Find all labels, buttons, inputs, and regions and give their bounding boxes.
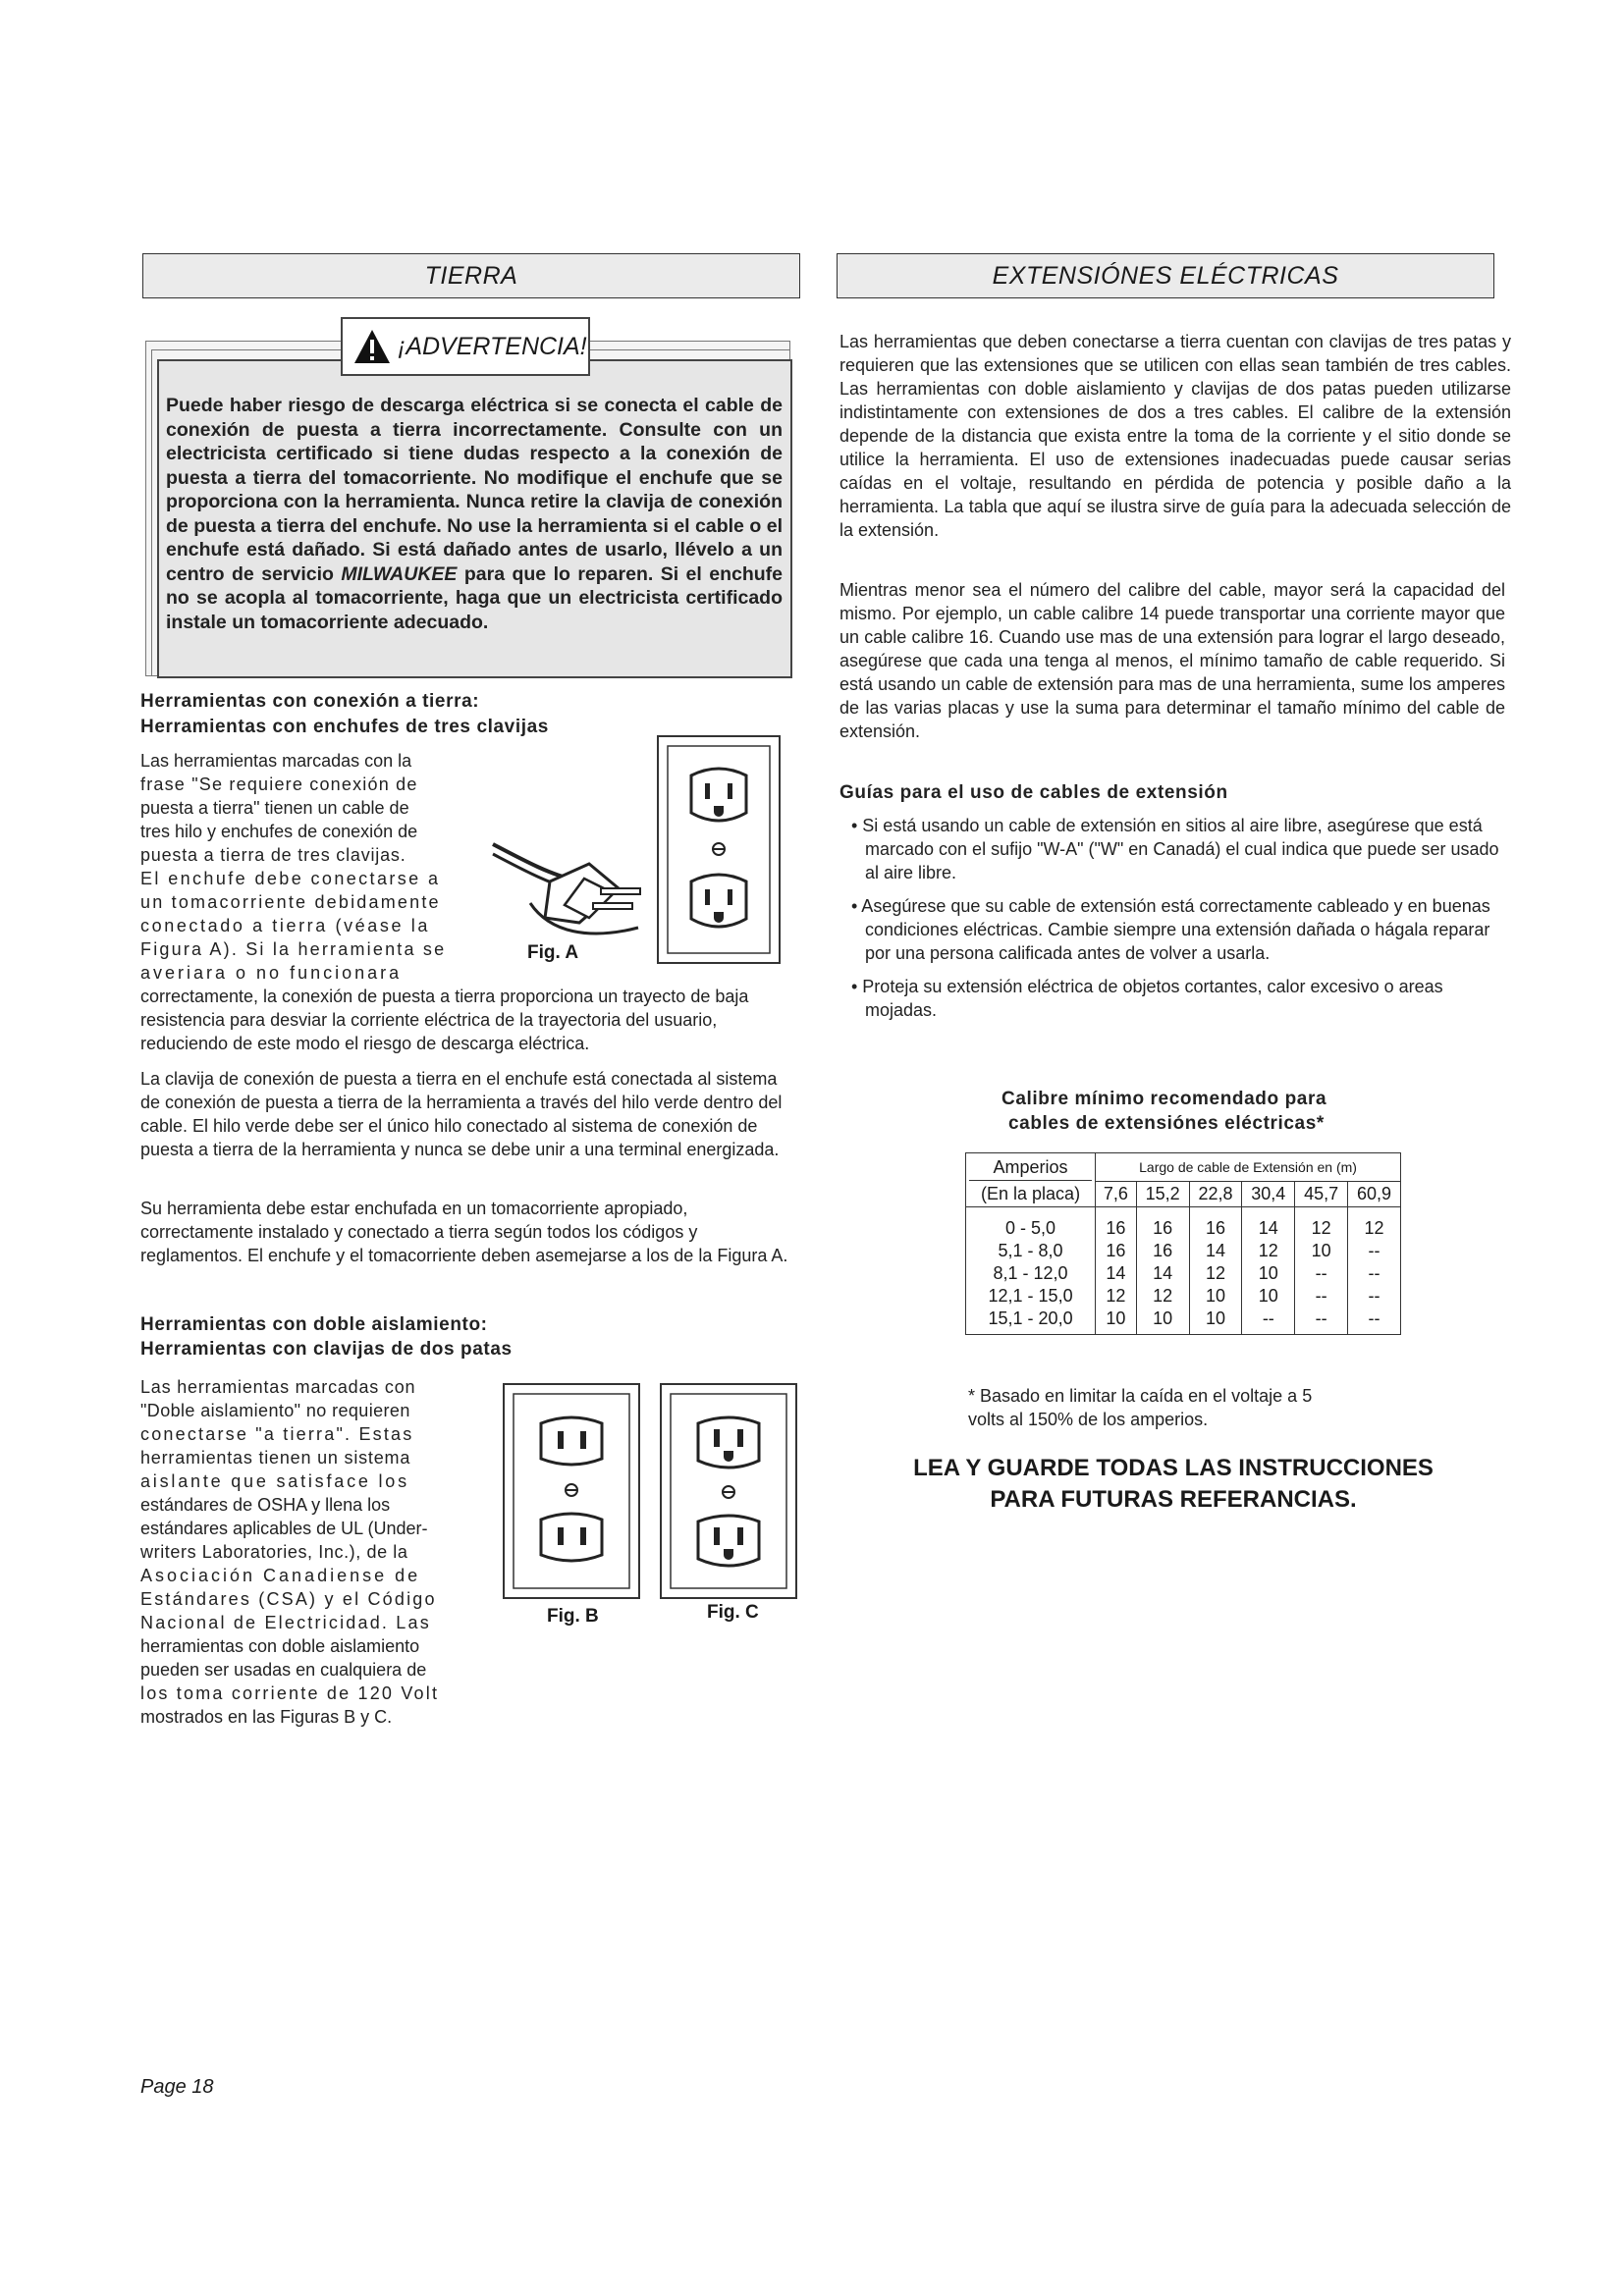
plug-illustration [491, 834, 653, 942]
text-line: Las herramientas marcadas con la [140, 751, 412, 771]
grounded-subhead-2: Herramientas con enchufes de tres clavijas [140, 717, 549, 737]
length-cell: 22,8 [1189, 1182, 1242, 1207]
fig-c-label: Fig. C [707, 1602, 759, 1623]
gauge-cell: 10 [1106, 1308, 1126, 1328]
gauge-cell: 14 [1258, 1218, 1278, 1238]
text-line: Asociación Canadiense de [140, 1566, 421, 1585]
text-line: Estándares (CSA) y el Código [140, 1589, 437, 1609]
text-line: estándares de OSHA y llena los [140, 1495, 391, 1515]
gauge-cell: 12 [1311, 1218, 1331, 1238]
text-line: mostrados en las Figuras B y C. [140, 1707, 393, 1727]
fig-a-label: Fig. A [527, 942, 579, 963]
gauge-cell: 12 [1153, 1286, 1173, 1306]
double-subhead-2: Herramientas con clavijas de dos patas [140, 1339, 513, 1360]
gauge-cell: -- [1315, 1308, 1327, 1328]
guide-heading: Guías para el uso de cables de extensión [839, 782, 1228, 803]
guide-list [839, 814, 1507, 1022]
amp-range: 8,1 - 12,0 [993, 1263, 1068, 1283]
gauge-cell: 10 [1311, 1241, 1331, 1260]
amp-range: 0 - 5,0 [1005, 1218, 1056, 1238]
footnote-line: * Basado en limitar la caída en el voltaje a 5 [968, 1386, 1313, 1406]
gauge-column [1096, 1207, 1137, 1335]
text-line: un tomacorriente debidamente [140, 892, 441, 912]
table-title-2: cables de extensiónes eléctricas* [1008, 1113, 1325, 1134]
gauge-cell: 12 [1364, 1218, 1384, 1238]
text-line: estándares aplicables de UL (Under- [140, 1519, 428, 1538]
fig-c-outlet-three-prong [659, 1382, 798, 1600]
length-cell: 60,9 [1348, 1182, 1401, 1207]
gauge-cell: -- [1368, 1286, 1380, 1306]
length-cell: 45,7 [1295, 1182, 1348, 1207]
amps-label: Amperios [969, 1154, 1092, 1181]
text-line: herramientas con doble aislamiento [140, 1636, 420, 1656]
list-item: • Asegúrese que su cable de extensión está correctamente cableado y en buenas condiciones eléctricas. Cambie siempre una extensión dañada o hágala reparar por una persona calificada antes de volver a usarla. [851, 896, 1490, 963]
gauge-cell: 10 [1205, 1308, 1225, 1328]
text-line: "Doble aislamiento" no requieren [140, 1401, 410, 1420]
list-item: • Si está usando un cable de extensión en sitios al aire libre, asegúrese que está marcado con el sufijo "W-A" ("W" en Canadá) el cual indica que puede ser usado al aire libre. [851, 816, 1499, 882]
amp-range: 5,1 - 8,0 [998, 1241, 1063, 1260]
list-item: • Proteja su extensión eléctrica de objetos cortantes, calor excesivo o areas mojadas. [851, 977, 1443, 1020]
length-cell: 7,6 [1096, 1182, 1137, 1207]
grounded-para-1-lines [140, 749, 469, 985]
text-line: conectarse "a tierra". Estas [140, 1424, 414, 1444]
amps-sublabel: (En la placa) [981, 1184, 1081, 1203]
table-title-1: Calibre mínimo recomendado para [1001, 1089, 1327, 1109]
warning-box [157, 359, 792, 678]
double-subhead-1: Herramientas con doble aislamiento: [140, 1314, 488, 1335]
amp-range: 12,1 - 15,0 [988, 1286, 1073, 1306]
ext-para-1: Las herramientas que deben conectarse a tierra cuentan con clavijas de tres patas y requieren que las extensiones que se utilicen con ellas sean también de tres cables. Las herramientas con doble aislamiento y clavijas de dos patas pueden utilizarse indistintamente con extensiones de dos a tres cables. El calibre de la extensión depende de la distancia que exista entre la toma de la corriente y el sitio donde se utilice la herramienta. El uso de extensiones inadecuadas puede causar serias caídas en el voltaje, resultando en pérdida de potencia y posible daño a la herramienta. La tabla que aquí se ilustra sirve de guía para la adecuada selección de la extensión. [839, 332, 1511, 540]
length-header: Largo de cable de Extensión en (m) [1096, 1153, 1401, 1182]
gauge-cell: 10 [1258, 1263, 1278, 1283]
gauge-cell: 10 [1258, 1286, 1278, 1306]
grounded-subhead-1: Herramientas con conexión a tierra: [140, 691, 480, 712]
gauge-cell: 14 [1153, 1263, 1173, 1283]
text-line: puesta a tierra" tienen un cable de [140, 798, 409, 818]
gauge-cell: 12 [1205, 1263, 1225, 1283]
gauge-cell: -- [1315, 1263, 1327, 1283]
fig-b-label: Fig. B [547, 1606, 599, 1627]
text-line: Nacional de Electricidad. Las [140, 1613, 431, 1632]
fig-a-outlet-three-prong [656, 734, 782, 965]
gauge-cell: 16 [1205, 1218, 1225, 1238]
amp-range: 15,1 - 20,0 [988, 1308, 1073, 1328]
page-number: Page 18 [140, 2076, 214, 2098]
text-line: Las herramientas marcadas con [140, 1377, 416, 1397]
fig-b-outlet-two-prong [502, 1382, 641, 1600]
amps-header [966, 1153, 1096, 1207]
amp-ranges [966, 1207, 1096, 1335]
final-notice [844, 1453, 1502, 1516]
text-line: herramientas tienen un sistema [140, 1448, 411, 1468]
gauge-cell: -- [1315, 1286, 1327, 1306]
grounded-para-3: Su herramienta debe estar enchufada en un tomacorriente apropiado, correctamente instalado y conectado a tierra según todos los códigos y reglamentos. El enchufe y el tomacorriente deben asemejarse a los de la Figura A. [140, 1199, 788, 1265]
gauge-cell: 14 [1205, 1241, 1225, 1260]
gauge-cell: 10 [1205, 1286, 1225, 1306]
gauge-cell: -- [1368, 1263, 1380, 1283]
text-line: writers Laboratories, Inc.), de la [140, 1542, 408, 1562]
text-line: pueden ser usadas en cualquiera de [140, 1660, 427, 1680]
footnote-line: volts al 150% de los amperios. [968, 1410, 1209, 1429]
section-header-tierra: TIERRA [142, 253, 800, 298]
warning-text: Puede haber riesgo de descarga eléctrica si se conecta el cable de conexión de puesta a tierra incorrectamente. Consulte con un electricista certificado si tiene dudas respecto a la conexión de puesta a tierra del tomacorriente. No modifique el enchufe que se proporciona con la herramienta. Nunca retire la clavija de conexión de puesta a tierra del enchufe. No use la herramienta si el cable o el enchufe está dañado. Si está dañado antes de usarlo, llévelo a un centro de servicio MILWAUKEE para que lo reparen. Si el enchufe no se acopla al tomacorriente, haga que un electricista certificado instale un tomacorriente adecuado. [166, 395, 783, 633]
gauge-column [1242, 1207, 1295, 1335]
table-row [966, 1207, 1401, 1335]
ext-para-2: Mientras menor sea el número del calibre del cable, mayor será la capacidad del mismo. Por ejemplo, un cable calibre 14 puede transportar una corriente mayor que un cable calibre 16. Cuando use mas de una extensión para lograr el largo deseado, asegúrese que cada una tenga al menos, el mínimo tamaño de cable requerido. Si está usando un cable de extensión para mas de una herramienta, sume los amperes de las varias placas y use la suma para determinar el tamaño mínimo del cable de extensión. [839, 580, 1505, 741]
brand-milwaukee: MILWAUKEE [341, 562, 458, 585]
text-line: puesta a tierra de tres clavijas. [140, 845, 406, 865]
gauge-column [1348, 1207, 1401, 1335]
gauge-column [1295, 1207, 1348, 1335]
grounded-para-2: La clavija de conexión de puesta a tierra en el enchufe está conectada al sistema de conexión de puesta a tierra de la herramienta a través del hilo verde dentro del cable. El hilo verde debe ser el único hilo conectado al sistema de conexión de puesta a tierra de la herramienta y nunca se debe unir a una terminal energizada. [140, 1069, 783, 1159]
final-line-1: LEA Y GUARDE TODAS LAS INSTRUCCIONES [913, 1455, 1434, 1481]
length-cell: 15,2 [1136, 1182, 1189, 1207]
gauge-column [1136, 1207, 1189, 1335]
warning-icon [352, 328, 392, 365]
text-line: averiara o no funcionara [140, 963, 403, 983]
gauge-cell: 14 [1106, 1263, 1126, 1283]
final-line-2: PARA FUTURAS REFERANCIAS. [990, 1486, 1357, 1513]
gauge-cell: 12 [1106, 1286, 1126, 1306]
gauge-cell: 10 [1153, 1308, 1173, 1328]
text-line: El enchufe debe conectarse a [140, 869, 441, 888]
text-line: aislante que satisface los [140, 1471, 409, 1491]
table-footnote [968, 1384, 1312, 1431]
gauge-cell: -- [1368, 1241, 1380, 1260]
gauge-cell: 16 [1153, 1241, 1173, 1260]
warning-title: ¡ADVERTENCIA! [341, 317, 590, 376]
gauge-cell: 16 [1106, 1218, 1126, 1238]
text-line: tres hilo y enchufes de conexión de [140, 822, 418, 841]
text-line: frase "Se requiere conexión de [140, 774, 418, 794]
gauge-cell: 16 [1153, 1218, 1173, 1238]
section-header-extensiones: EXTENSIÓNES ELÉCTRICAS [837, 253, 1494, 298]
gauge-cell: -- [1368, 1308, 1380, 1328]
text-line: Figura A). Si la herramienta se [140, 939, 447, 959]
gauge-cell: 16 [1106, 1241, 1126, 1260]
grounded-para-1-rest: correctamente, la conexión de puesta a tierra proporciona un trayecto de baja resistencia para desviar la corriente eléctrica de la trayectoria del usuario, reduciendo de este modo el riesgo de descarga eléctrica. [140, 987, 749, 1053]
text-line: conectado a tierra (véase la [140, 916, 430, 935]
gauge-column [1189, 1207, 1242, 1335]
extension-cord-table [965, 1152, 1401, 1335]
gauge-cell: -- [1262, 1308, 1274, 1328]
double-para-lines [140, 1375, 494, 1729]
length-cell: 30,4 [1242, 1182, 1295, 1207]
gauge-cell: 12 [1258, 1241, 1278, 1260]
text-line: los toma corriente de 120 Volt [140, 1683, 440, 1703]
